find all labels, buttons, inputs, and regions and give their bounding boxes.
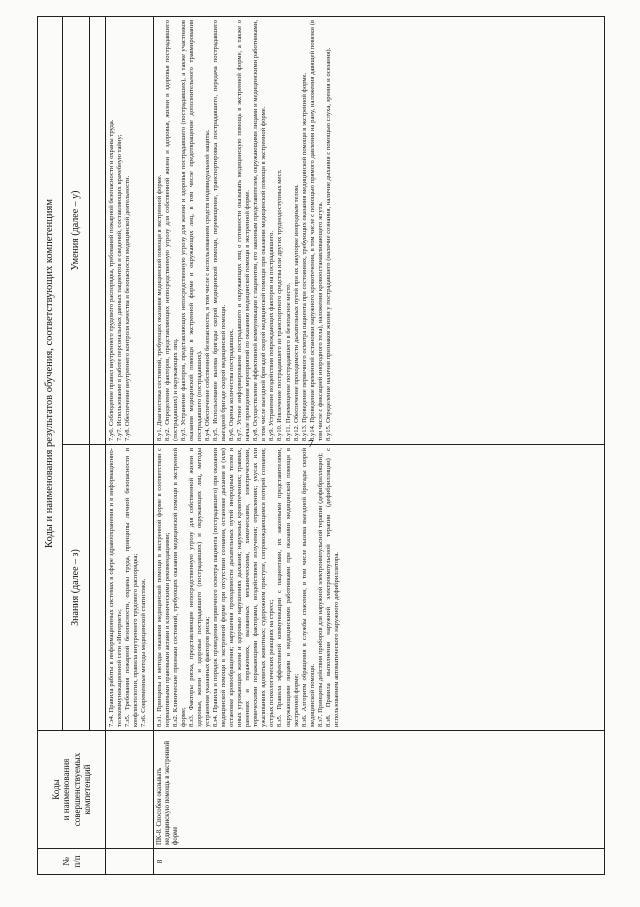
skill-item: 8.у6. Оценка количества пострадавших. [228, 328, 236, 441]
skill-item: 8.у1. Диагностика состояний, требующих оказания медицинской помощи в экстренной форме. [156, 174, 163, 441]
skill-item: 8.у13. Проведение первичного осмотра пациента при состояниях, требующих оказания медицинской помощи в экстренной форме. [300, 72, 308, 441]
table-row [106, 16, 154, 874]
header-num [38, 849, 106, 875]
row-num [106, 849, 154, 875]
row-competency: ПК-8. Способен оказывать медицинскую помощь в экстренной форме [154, 731, 605, 849]
row-competency [106, 731, 154, 849]
page-number: 7 [308, 438, 314, 450]
row-num: 8 [154, 849, 605, 875]
skill-item: 8.у4. Обеспечение собственной безопасности, в том числе с использованием средств индивидуальной защиты. [204, 129, 212, 441]
knowledge-item: 8.з7. Принципы действия приборов для наружной электроимпульсной терапии (дефибрилляции); [316, 453, 324, 727]
header-codes-text: Коды и наименования совершенствуемых компетенций [50, 752, 92, 827]
header-skills: Умения (далее – у) [63, 16, 90, 444]
row-knowledge [106, 445, 154, 731]
skill-item: 7.у7. Использование в работе персональных данных пациентов и сведений, составляющих врачебную тайну; [116, 134, 124, 441]
knowledge-item: 7.з5. Требования пожарной безопасности, охраны труда, принципы личной безопасности и конфликтологии, правила внутреннего трудового распорядка; [124, 448, 140, 727]
knowledge-item: 8.з4. Правила и порядок проведения первичного осмотра пациента (пострадавшего) при оказании медицинской помощи в экстренной форме при отсутствии сознания, остановке дыхания и (или) остановке кровообращения; нарушения проходимости дыхательных путей инородным телом и иных угрожающих жизни и здоровью нарушениях дыхания; наружных кровотечениях; травмах, ранениях и поражениях, вызванных механическими, химическими, электрическими, термическими поражающими факторами, воздействием излучения; отравлениях; укусах или ужаливаниях ядовитых животных; судорожном приступе, сопровождающимся потерей сознания; острых психологических реакциях на стресс; [212, 448, 276, 727]
skill-item: 8.у8. Осуществление эффективной коммуникации с пациентом, его законным представителем, окружающими лицами и медицинскими работниками, в том числе выездной бригадой скорой медицинской помощи при оказании медицинской помощи в экстренной форме. [252, 19, 268, 441]
skill-item: 7.у8. Обеспечение внутреннего контроля качества и безопасности медицинской деятельности. [124, 175, 132, 441]
row-knowledge [154, 445, 605, 731]
table-row [154, 16, 605, 874]
knowledge-item: 7.з4. Правила работы в информационных системах в сфере здравоохранения и в информационно-телекоммуникационной сети «Интернет»; [108, 448, 124, 727]
competency-table [37, 16, 605, 875]
knowledge-item: 8.з1. Принципы и методы оказания медицинской помощи в экстренной форме в соответствии с нормативными правовыми актами и клиническими рекомендациями; [156, 448, 172, 727]
knowledge-item: 8.з2. Клинические признаки состояний, требующих оказания медицинской помощи в экстренной форме; [172, 448, 188, 727]
knowledge-item: 7.з6. Современные методы медицинской статистики. [140, 578, 148, 727]
skill-item: 8.у9. Устранение воздействия повреждающих факторов на пострадавшего. [268, 230, 276, 441]
skill-item: 8.у11. Перемещение пострадавшего в безопасное место. [284, 282, 292, 441]
knowledge-item: 8.з6. Алгоритм обращения в службы спасения, в том числе вызова выездной бригады скорой медицинской помощи. [300, 448, 316, 727]
row-skills [106, 16, 154, 444]
header-results-group: Коды и наименования результатов обучения, соответствующих компетенциям [38, 16, 63, 730]
skill-item: 8.у3. Устранение факторов, представляющих непосредственную угрозу для жизни и здоровья пострадавшего (пострадавших), а также участников оказания медицинской помощи в экстренной форме и окружающих лиц, в том числе предотвращение дополнительного травмирования пострадавшего (пострадавших). [180, 19, 204, 441]
skill-item: 8.у5. Использование вызова бригады скорой медицинской помощи, перемещение, транспортировка пострадавшего, передача пострадавшего выездной бригаде скорой медицинской помощи. [212, 19, 228, 441]
knowledge-item: 8.з5. Правила эффективной коммуникации с пациентами, их законными представителями, окружающими лицами и медицинскими работниками при оказании медицинской помощи в экстренной форме; [276, 448, 300, 727]
header-knowledge: Знания (далее – з) [63, 445, 90, 731]
skill-item: 8.у15. Определение наличия признаков жизни у пострадавшего (наличие сознания, наличие дыхания с помощью слуха, зрения и осязания). [324, 47, 332, 441]
rotated-page-content [37, 17, 605, 875]
skill-item: 8.у14. Проведение временной остановки наружного кровотечения, в том числе с помощью прямого давления на рану, наложения давящей повязки (в том числе с фиксацией инородного тела), наложения кровоостанавливающего жгута. [308, 19, 324, 441]
skill-item: 7.у6. Соблюдение правил внутреннего трудового распорядка, требований пожарной безопасности и охраны труда. [108, 119, 115, 441]
skill-item: 8.у2. Определение факторов, представляющих непосредственную угрозу для собственной жизни и здоровья, жизни и здоровья пострадавшего (пострадавших) и окружающих лиц. [164, 19, 180, 441]
skill-item: 8.у7. Устное информирование пострадавшего и окружающих лиц о готовности оказывать медицинскую помощь в экстренной форме, а также о начале проведения мероприятий по оказанию медицинской помощи в экстренной форме. [236, 19, 252, 441]
row-skills [154, 16, 605, 444]
knowledge-item: 8.з8. Правила выполнения наружной электроимпульсной терапии (дефибрилляции) с использованием автоматического наружного дефибриллятора. [324, 448, 340, 727]
header-codes [38, 731, 106, 849]
skill-item: 8.у12. Обеспечение проходимости дыхательных путей при их закупорке инородным телом. [292, 184, 300, 441]
skill-item: 8.у10. Извлечение пострадавшего из транспортного средства или других труднодоступных мест. [276, 169, 284, 441]
knowledge-item: 8.з3. Факторы риска, представляющие непосредственную угрозу для собственной жизни и здоровья, жизни и здоровья пострадавшего (пострадавших) и окружающих лиц, методы устранения указанных факторов риска; [188, 448, 212, 727]
header-num-text: № п/п [61, 855, 82, 868]
